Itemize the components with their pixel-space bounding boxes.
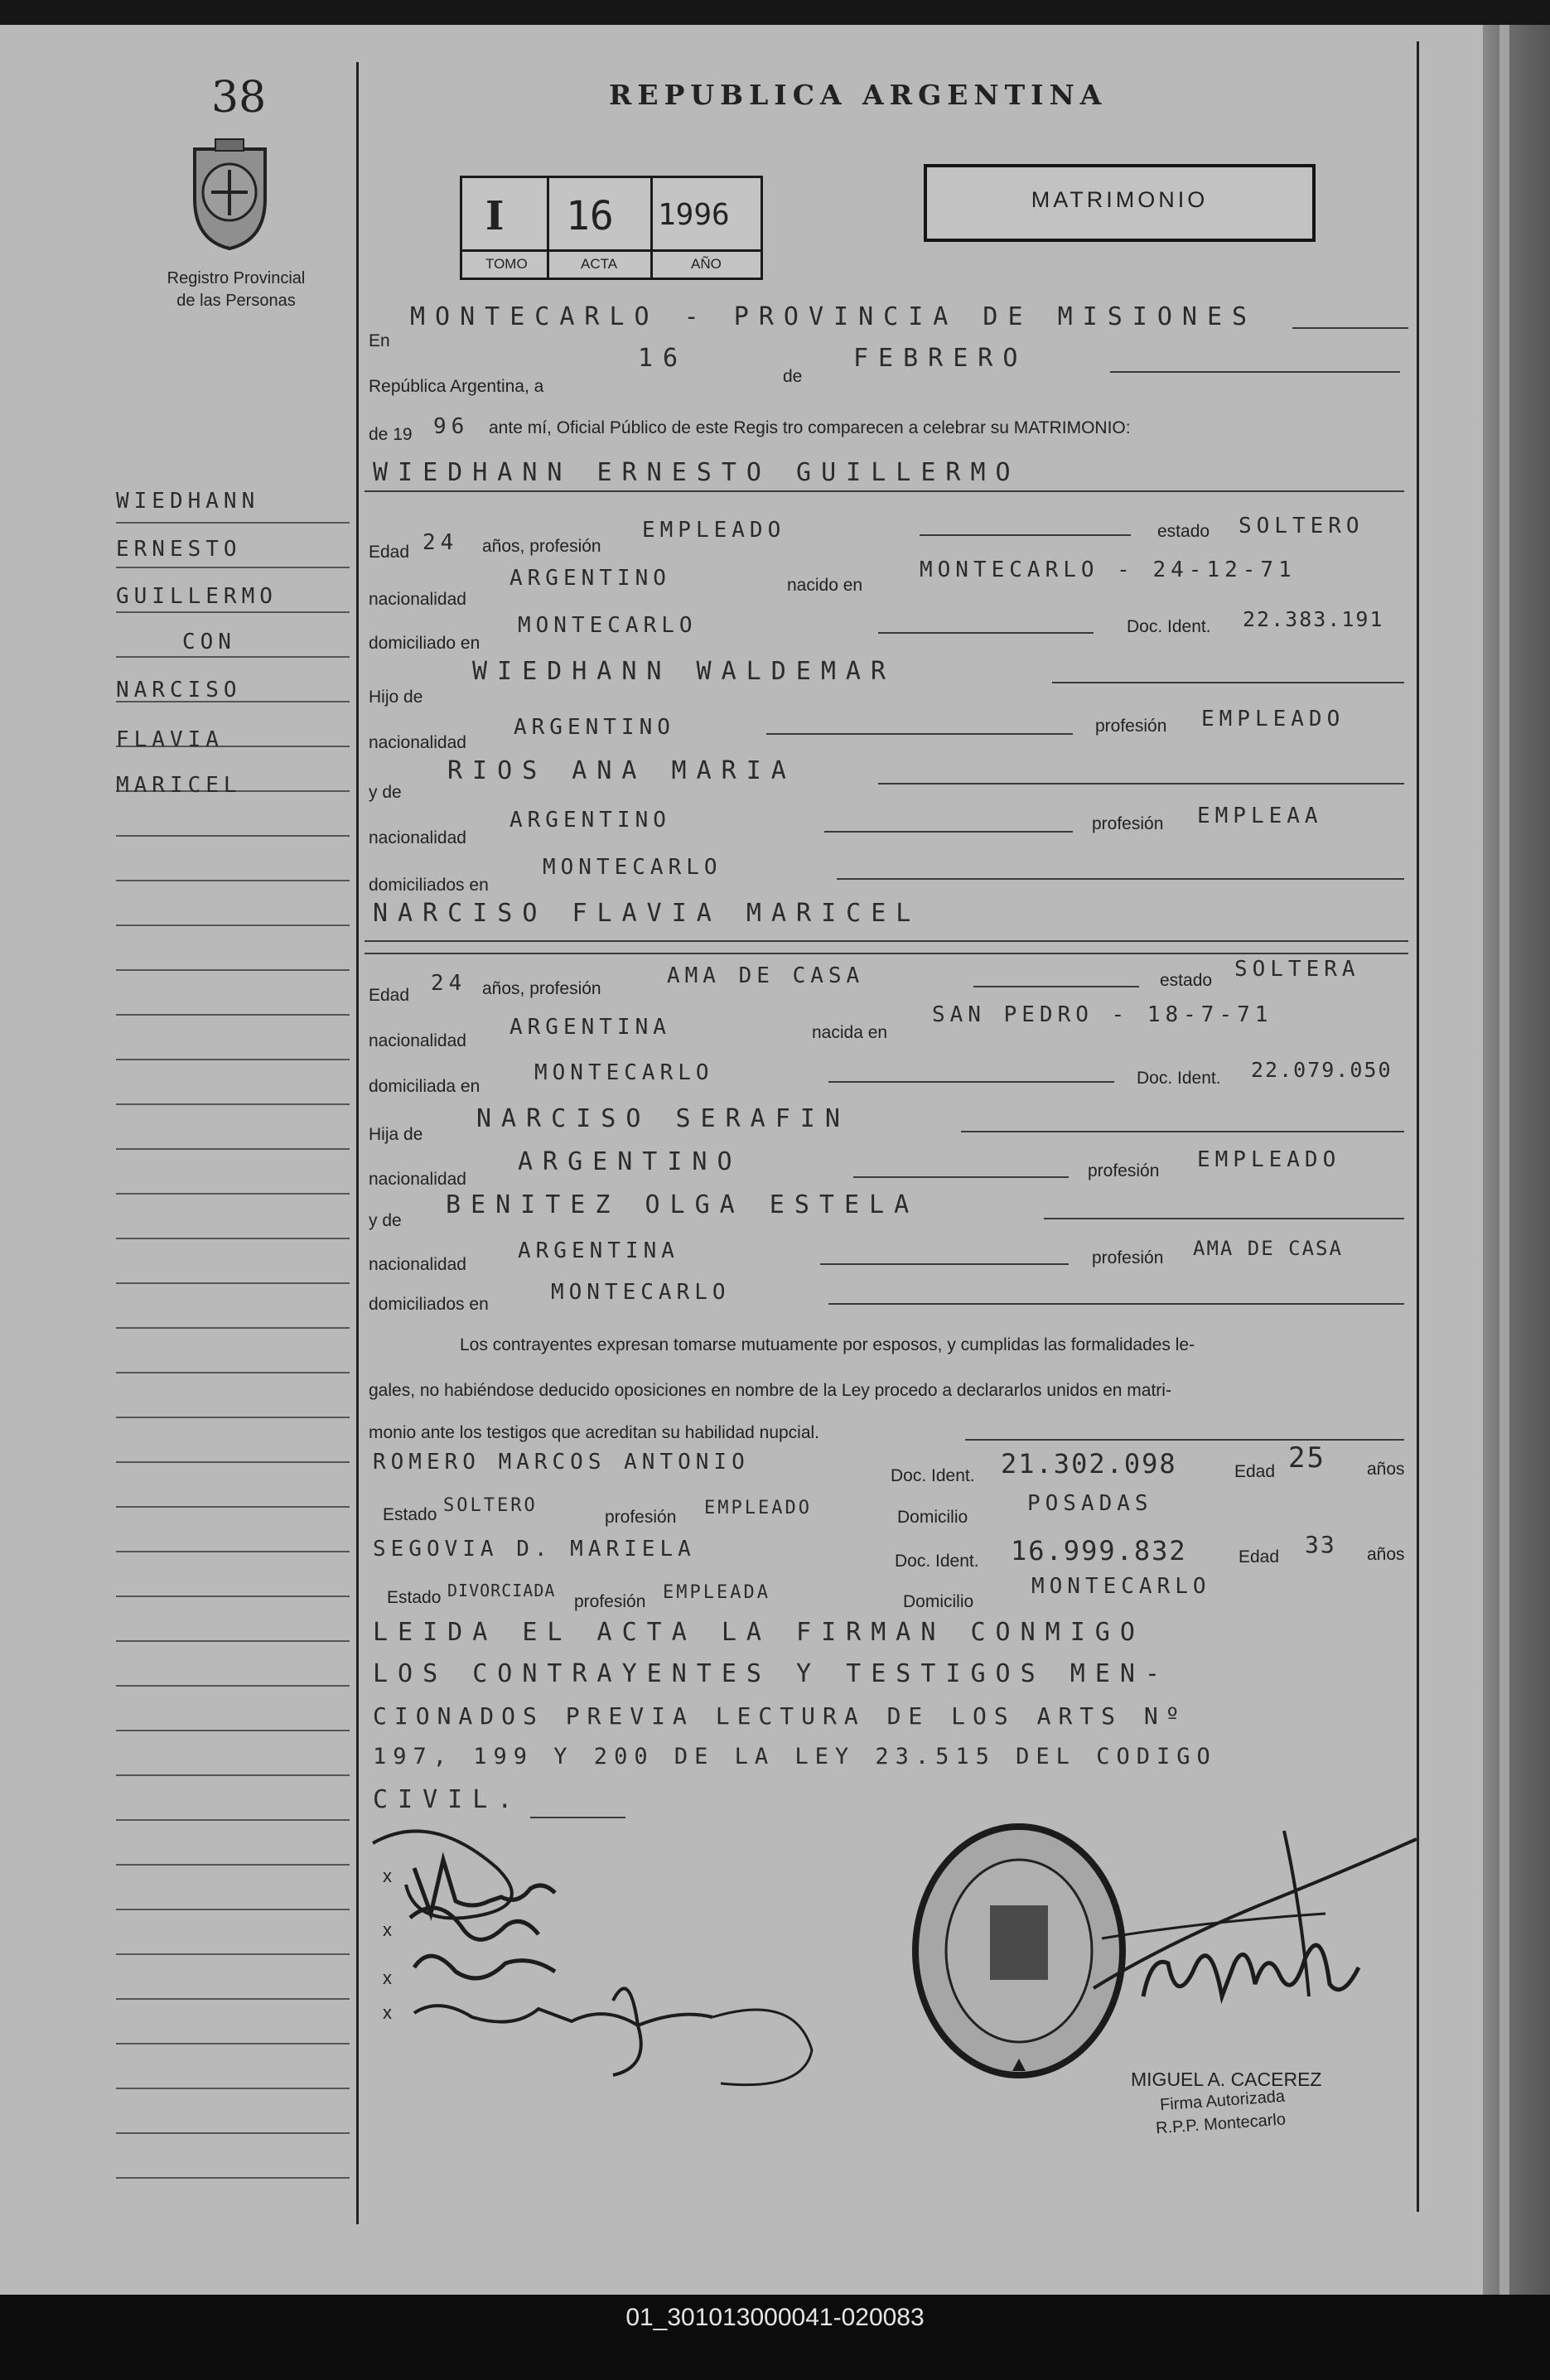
margin-line-4: CON [182, 630, 236, 654]
ano-label: AÑO [691, 256, 722, 272]
groom-domicile: MONTECARLO [518, 613, 698, 638]
closing-line2: gales, no habiéndose deducido oposiciones en nombre de la Ley procedo a declararlos unidos en matri- [369, 1381, 1171, 1400]
official-title: Firma Autorizada [1159, 2087, 1286, 2115]
margin-ruled-line [116, 1774, 350, 1776]
page-number: 38 [211, 73, 267, 123]
label-yde-2: y de [369, 1211, 402, 1230]
witness2-name: SEGOVIA D. MARIELA [373, 1537, 696, 1562]
bride-father: NARCISO SERAFIN [476, 1104, 850, 1133]
label-doc-w1: Doc. Ident. [891, 1466, 975, 1485]
tomo-value: I [485, 193, 505, 239]
bride-birth: SAN PEDRO - 18-7-71 [932, 1002, 1273, 1027]
label-profesion-4: profesión [1092, 1248, 1164, 1267]
label-nacionalidad-5: nacionalidad [369, 1170, 466, 1189]
witness2-age: 33 [1305, 1531, 1336, 1558]
label-nacida-en: nacida en [812, 1023, 888, 1042]
sign-mark-2: x [383, 1919, 392, 1940]
bride-mother: BENITEZ OLGA ESTELA [446, 1190, 920, 1219]
groom-birth: MONTECARLO - 24-12-71 [920, 558, 1296, 582]
label-ante: ante mí, Oficial Público de este Regis tro comparecen a celebrar su MATRIMONIO: [489, 418, 1131, 437]
margin-ruled-line [116, 969, 350, 971]
bride-parents-dom: MONTECARLO [551, 1280, 731, 1305]
label-estado-w1: Estado [383, 1505, 437, 1524]
margin-ruled-line [116, 1953, 350, 1955]
margin-line-2: ERNESTO [116, 537, 242, 562]
margin-ruled-line [116, 1014, 350, 1016]
label-de19: de 19 [369, 425, 413, 444]
note-line2: LOS CONTRAYENTES Y TESTIGOS MEN- [373, 1659, 1170, 1688]
bride-doc: 22.079.050 [1251, 1058, 1393, 1082]
label-nacionalidad: nacionalidad [369, 590, 466, 609]
label-nacido-en: nacido en [787, 576, 863, 595]
label-nacionalidad-2: nacionalidad [369, 733, 466, 752]
bride-father-prof: EMPLEADO [1197, 1147, 1341, 1172]
margin-ruled-line [116, 1998, 350, 2000]
groom-mother-prof: EMPLEAA [1197, 804, 1323, 828]
bride-mother-prof: AMA DE CASA [1193, 1237, 1343, 1260]
label-hijo: Hijo de [369, 688, 423, 707]
margin-ruled-line [116, 2177, 350, 2179]
ano-value: 1996 [658, 198, 730, 232]
ano-box [650, 176, 763, 280]
margin-ruled-line [116, 1327, 350, 1329]
witness1-name: ROMERO MARCOS ANTONIO [373, 1450, 750, 1475]
margin-ruled-line [116, 2043, 350, 2044]
label-profesion-3: profesión [1088, 1161, 1160, 1180]
label-profesion-w1: profesión [605, 1508, 677, 1527]
margin-rule [356, 62, 359, 2224]
sign-mark-1: x [383, 1866, 392, 1886]
margin-line-6: FLAVIA [116, 727, 224, 752]
label-estado-w2: Estado [387, 1588, 442, 1607]
registry-line1: Registro Provincial [167, 269, 306, 287]
official-name: MIGUEL A. CACEREZ [1131, 2069, 1322, 2090]
note-line1: LEIDA EL ACTA LA FIRMAN CONMIGO [373, 1618, 1145, 1647]
margin-ruled-line [116, 1059, 350, 1060]
margin-ruled-line [116, 1238, 350, 1239]
label-profesion: profesión [1095, 717, 1167, 736]
label-domiciliados-2: domiciliados en [369, 1295, 489, 1314]
label-edad-w1: Edad [1234, 1462, 1276, 1481]
place-entry: MONTECARLO - PROVINCIA DE MISIONES [410, 302, 1258, 331]
margin-ruled-line [116, 2132, 350, 2134]
margin-ruled-line [116, 1461, 350, 1463]
margin-line-3: GUILLERMO [116, 584, 278, 609]
groom-mother: RIOS ANA MARIA [447, 756, 796, 785]
official-signature [1077, 1806, 1425, 2021]
label-anos-profesion-2: años, profesión [482, 979, 601, 998]
margin-ruled-line [116, 1864, 350, 1866]
acta-box [547, 176, 655, 280]
label-yde: y de [369, 783, 402, 802]
witness2-prof: EMPLEADA [663, 1582, 770, 1603]
label-profesion-2: profesión [1092, 814, 1164, 833]
margin-line-5: NARCISO [116, 678, 242, 702]
label-estado-2: estado [1160, 971, 1213, 990]
label-domicilio-w1: Domicilio [897, 1508, 968, 1527]
label-de: de [783, 367, 803, 386]
bride-age: 24 [431, 971, 467, 996]
margin-ruled-line [116, 1103, 350, 1105]
label-estado: estado [1157, 522, 1210, 541]
witness1-dom: POSADAS [1027, 1491, 1153, 1516]
witness2-status: DIVORCIADA [447, 1581, 556, 1600]
bride-profession: AMA DE CASA [667, 963, 865, 988]
margin-ruled-line [116, 2088, 350, 2089]
margin-ruled-line [116, 611, 350, 613]
year-entry: 96 [433, 414, 470, 439]
groom-parents-dom: MONTECARLO [543, 855, 722, 880]
groom-name: WIEDHANN ERNESTO GUILLERMO [373, 458, 1021, 487]
margin-ruled-line [116, 924, 350, 926]
label-profesion-w2: profesión [574, 1592, 646, 1611]
bride-status: SOLTERA [1234, 957, 1360, 982]
acta-value: 16 [566, 193, 614, 239]
note-line4: 197, 199 Y 200 DE LA LEY 23.515 DEL CODIGO [373, 1744, 1217, 1769]
acta-label: ACTA [581, 256, 618, 272]
label-edad-2: Edad [369, 986, 410, 1005]
margin-line-7: MARICEL [116, 773, 242, 798]
bride-nationality: ARGENTINA [509, 1015, 671, 1040]
witness1-prof: EMPLEADO [704, 1498, 812, 1518]
groom-doc: 22.383.191 [1243, 607, 1384, 631]
margin-ruled-line [116, 567, 350, 568]
month-entry: FEBRERO [853, 344, 1028, 373]
label-anos-profesion: años, profesión [482, 537, 601, 556]
bride-mother-nat: ARGENTINA [518, 1238, 679, 1263]
tomo-label: TOMO [485, 256, 528, 272]
margin-ruled-line [116, 1148, 350, 1150]
margin-ruled-line [116, 1551, 350, 1552]
groom-profession: EMPLEADO [642, 518, 786, 543]
tomo-box [460, 176, 552, 280]
groom-father-prof: EMPLEADO [1201, 707, 1345, 731]
label-anos-w1: años [1367, 1460, 1405, 1479]
label-doc-w2: Doc. Ident. [895, 1552, 979, 1571]
label-domiciliado: domiciliado en [369, 634, 480, 653]
groom-status: SOLTERO [1239, 514, 1364, 538]
margin-ruled-line [116, 1506, 350, 1508]
image-caption: 01_301013000041-020083 [0, 2295, 1550, 2380]
margin-line-1: WIEDHANN [116, 489, 260, 514]
margin-ruled-line [116, 522, 350, 524]
closing-line1: Los contrayentes expresan tomarse mutuamente por esposos, y cumplidas las formalidades le- [460, 1335, 1195, 1354]
margin-ruled-line [116, 1282, 350, 1284]
label-doc-2: Doc. Ident. [1137, 1069, 1221, 1088]
groom-age: 24 [423, 530, 459, 555]
label-hija: Hija de [369, 1125, 423, 1144]
label-domiciliada: domiciliada en [369, 1077, 480, 1096]
groom-father-nat: ARGENTINO [514, 715, 675, 740]
party-signatures [365, 1818, 828, 2092]
label-edad-w2: Edad [1239, 1547, 1280, 1567]
note-line5: CIVIL. [373, 1785, 523, 1814]
bride-domicile: MONTECARLO [534, 1060, 714, 1085]
margin-ruled-line [116, 880, 350, 881]
margin-ruled-line [116, 1819, 350, 1821]
country-heading: REPUBLICA ARGENTINA [609, 79, 1108, 111]
margin-ruled-line [116, 1685, 350, 1687]
margin-ruled-line [116, 1193, 350, 1195]
closing-line3: monio ante los testigos que acreditan su habilidad nupcial. [369, 1423, 820, 1442]
record-type-box [924, 164, 1316, 242]
groom-mother-nat: ARGENTINO [509, 808, 671, 833]
sign-mark-3: x [383, 1967, 392, 1988]
bride-name: NARCISO FLAVIA MARICEL [373, 899, 921, 928]
label-en: En [369, 331, 390, 350]
margin-ruled-line [116, 835, 350, 837]
book-edge-fold [1499, 25, 1509, 2295]
margin-ruled-line [116, 1640, 350, 1642]
record-type: MATRIMONIO [1031, 187, 1209, 212]
witness1-status: SOLTERO [443, 1495, 538, 1516]
margin-ruled-line [116, 1909, 350, 1910]
label-domiciliados: domiciliados en [369, 876, 489, 895]
label-edad: Edad [369, 543, 410, 562]
groom-father: WIEDHANN WALDEMAR [472, 657, 896, 686]
margin-ruled-line [116, 1596, 350, 1597]
label-anos-w2: años [1367, 1545, 1405, 1564]
official-office: R.P.P. Montecarlo [1155, 2110, 1287, 2138]
registry-line2: de las Personas [176, 292, 296, 310]
margin-ruled-line [116, 656, 350, 658]
label-domicilio-w2: Domicilio [903, 1592, 974, 1611]
witness1-age: 25 [1288, 1441, 1325, 1475]
groom-nationality: ARGENTINO [509, 566, 671, 591]
bride-father-nat: ARGENTINO [518, 1147, 742, 1176]
label-republica: República Argentina, a [369, 377, 544, 396]
label-nacionalidad-3: nacionalidad [369, 828, 466, 847]
day-entry: 16 [638, 344, 688, 373]
label-nacionalidad-6: nacionalidad [369, 1255, 466, 1274]
witness2-dom: MONTECARLO [1031, 1574, 1211, 1599]
sign-mark-4: x [383, 2002, 392, 2023]
margin-ruled-line [116, 1372, 350, 1373]
witness2-doc: 16.999.832 [1011, 1535, 1187, 1567]
label-doc: Doc. Ident. [1127, 617, 1211, 636]
margin-ruled-line [116, 1730, 350, 1731]
note-line3: CIONADOS PREVIA LECTURA DE LOS ARTS Nº [373, 1702, 1187, 1730]
witness1-doc: 21.302.098 [1001, 1448, 1177, 1480]
coat-of-arms-icon [178, 133, 282, 253]
book-edge [1483, 25, 1550, 2295]
label-nacionalidad-4: nacionalidad [369, 1031, 466, 1050]
margin-ruled-line [116, 1417, 350, 1418]
